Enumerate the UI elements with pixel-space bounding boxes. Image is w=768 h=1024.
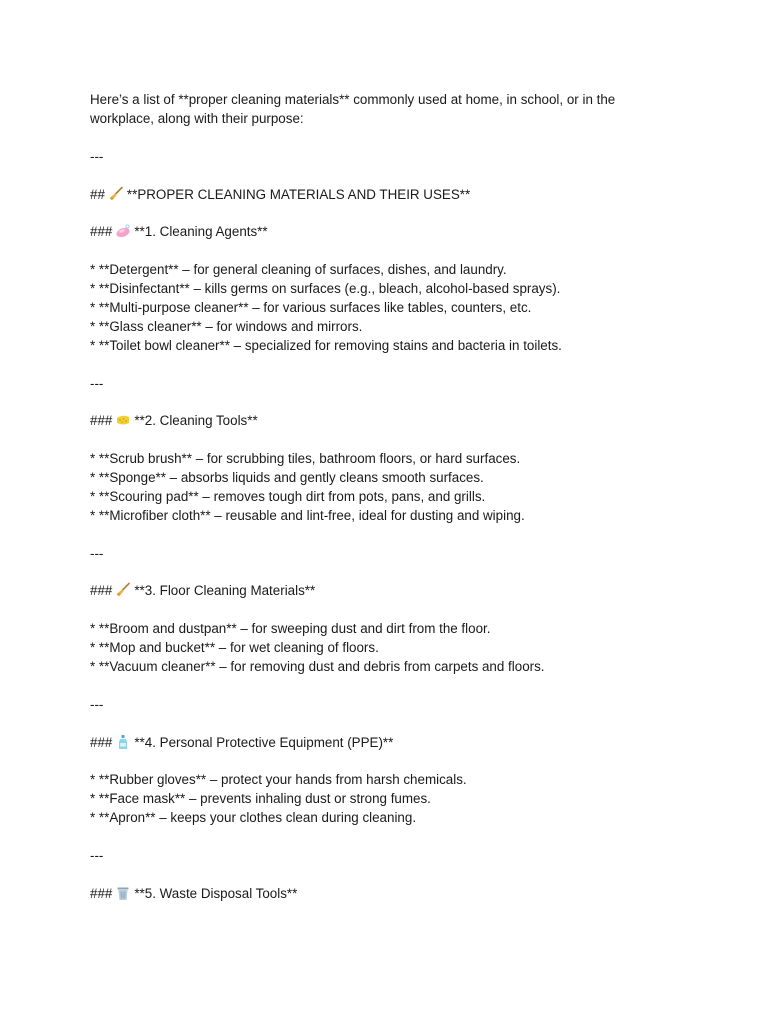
list-item: * **Multi-purpose cleaner** – for various surfaces like tables, counters, etc. (90, 299, 532, 315)
spray-bottle-icon (115, 734, 131, 750)
list-item: * **Sponge** – absorbs liquids and gently cleans smooth surfaces. (90, 470, 484, 486)
section-heading: ### **4. Personal Protective Equipment (PPE)** (90, 734, 394, 750)
main-heading: ## **PROPER CLEANING MATERIALS AND THEIR USES** (90, 186, 471, 202)
list-item: * **Face mask** – prevents inhaling dust or strong fumes. (90, 791, 431, 807)
list-item: * **Detergent** – for general cleaning of surfaces, dishes, and laundry. (90, 262, 507, 278)
document-page (90, 91, 690, 904)
separator: --- (90, 148, 104, 164)
sponge-icon (115, 412, 131, 428)
list-item: * **Scrub brush** – for scrubbing tiles, bathroom floors, or hard surfaces. (90, 451, 521, 467)
separator: --- (90, 375, 104, 391)
list-item: * **Apron** – keeps your clothes clean during cleaning. (90, 810, 417, 826)
list-item: * **Scouring pad** – removes tough dirt from pots, pans, and grills. (90, 488, 486, 504)
list-item: * **Rubber gloves** – protect your hands from harsh chemicals. (90, 772, 467, 788)
list-item: * **Microfiber cloth** – reusable and lint-free, ideal for dusting and wiping. (90, 507, 525, 523)
intro-line-1: Here’s a list of **proper cleaning materials** commonly used at home, in school, or in the (90, 92, 616, 107)
section-heading: ### **1. Cleaning Agents** (90, 224, 268, 240)
section-heading: ### **3. Floor Cleaning Materials** (90, 583, 316, 599)
list-item: * **Glass cleaner** – for windows and mirrors. (90, 318, 363, 334)
wastebasket-icon (115, 885, 131, 901)
section-heading: ### **2. Cleaning Tools** (90, 413, 258, 429)
broom-icon (108, 186, 124, 202)
separator: --- (90, 545, 104, 561)
list-item: * **Mop and bucket** – for wet cleaning of floors. (90, 640, 379, 656)
section-heading: ### **5. Waste Disposal Tools** (90, 885, 298, 901)
list-item: * **Disinfectant** – kills germs on surfaces (e.g., bleach, alcohol-based sprays). (90, 281, 561, 296)
separator: --- (90, 696, 104, 712)
list-item: * **Broom and dustpan** – for sweeping dust and dirt from the floor. (90, 621, 491, 637)
list-item: * **Toilet bowl cleaner** – specialized for removing stains and bacteria in toilets. (90, 337, 562, 353)
broom-icon (115, 582, 131, 598)
separator: --- (90, 848, 104, 864)
soap-icon (115, 223, 131, 239)
list-item: * **Vacuum cleaner** – for removing dust and debris from carpets and floors. (90, 659, 545, 675)
intro-line-2: workplace, along with their purpose: (90, 110, 304, 126)
